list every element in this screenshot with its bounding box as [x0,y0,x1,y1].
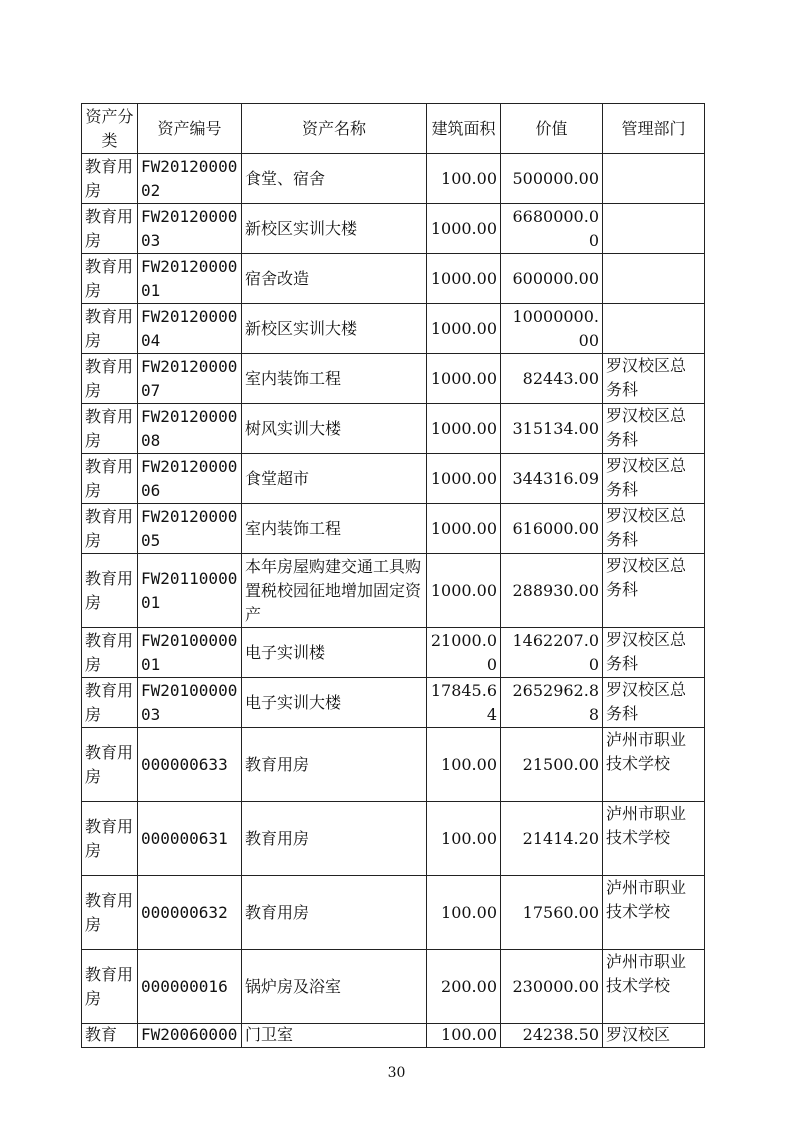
table-row [82,454,705,504]
cell-name: 锅炉房及浴室 [242,950,427,1024]
cell-name: 教育用房 [242,802,427,876]
header-category: 资产分类 [82,104,138,154]
table-row [82,504,705,554]
cell-area: 1000.00 [427,554,501,628]
cell-area: 100.00 [427,802,501,876]
cell-category: 教育用房 [82,204,138,254]
table-row [82,950,705,1024]
cell-name: 室内装饰工程 [242,504,427,554]
cell-dept: 泸州市职业技术学校 [603,950,705,1024]
cell-area: 1000.00 [427,404,501,454]
table-row [82,728,705,802]
cell-value: 17560.00 [501,876,603,950]
cell-dept: 罗汉校区总务科 [603,354,705,404]
header-name: 资产名称 [242,104,427,154]
cell-dept [603,204,705,254]
table-row [82,876,705,950]
cell-name: 新校区实训大楼 [242,304,427,354]
cell-category: 教育 [82,1024,138,1048]
cell-value: 500000.00 [501,154,603,204]
cell-dept: 泸州市职业技术学校 [603,876,705,950]
cell-dept: 罗汉校区总务科 [603,454,705,504]
cell-code: 000000633 [138,728,242,802]
cell-dept: 罗汉校区总务科 [603,404,705,454]
cell-value: 10000000.00 [501,304,603,354]
cell-code: FW2012000005 [138,504,242,554]
cell-name: 新校区实训大楼 [242,204,427,254]
cell-value: 288930.00 [501,554,603,628]
table-row [82,204,705,254]
cell-code: FW2010000001 [138,628,242,678]
table-row [82,678,705,728]
cell-value: 230000.00 [501,950,603,1024]
cell-dept: 泸州市职业技术学校 [603,728,705,802]
asset-table [81,103,705,1048]
cell-category: 教育用房 [82,950,138,1024]
cell-value: 21500.00 [501,728,603,802]
cell-code: 000000631 [138,802,242,876]
cell-name: 本年房屋购建交通工具购置税校园征地增加固定资产 [242,554,427,628]
header-code: 资产编号 [138,104,242,154]
page-number: 30 [387,1065,406,1081]
cell-area: 1000.00 [427,254,501,304]
cell-code: FW2012000002 [138,154,242,204]
cell-value: 6680000.00 [501,204,603,254]
cell-dept [603,254,705,304]
header-value: 价值 [501,104,603,154]
table-row [82,304,705,354]
cell-code: FW2012000006 [138,454,242,504]
cell-code: FW2012000008 [138,404,242,454]
cell-code: FW2012000001 [138,254,242,304]
cell-category: 教育用房 [82,354,138,404]
cell-area: 21000.00 [427,628,501,678]
cell-value: 1462207.00 [501,628,603,678]
header-dept: 管理部门 [603,104,705,154]
cell-dept [603,154,705,204]
cell-code: FW2012000007 [138,354,242,404]
cell-name: 食堂、宿舍 [242,154,427,204]
table-row [82,354,705,404]
cell-category: 教育用房 [82,802,138,876]
cell-area: 1000.00 [427,304,501,354]
cell-value: 82443.00 [501,354,603,404]
cell-category: 教育用房 [82,628,138,678]
cell-area: 100.00 [427,154,501,204]
cell-category: 教育用房 [82,504,138,554]
cell-dept: 罗汉校区总务科 [603,678,705,728]
cell-code: FW2012000004 [138,304,242,354]
cell-dept: 罗汉校区总务科 [603,554,705,628]
cell-name: 电子实训大楼 [242,678,427,728]
cell-area: 100.00 [427,1024,501,1048]
table-body [82,154,705,1048]
cell-name: 门卫室 [242,1024,427,1048]
cell-name: 食堂超市 [242,454,427,504]
cell-code: FW20060000 [138,1024,242,1048]
table-row [82,1024,705,1048]
cell-value: 21414.20 [501,802,603,876]
cell-value: 344316.09 [501,454,603,504]
cell-code: FW2010000003 [138,678,242,728]
cell-category: 教育用房 [82,554,138,628]
cell-area: 200.00 [427,950,501,1024]
cell-category: 教育用房 [82,304,138,354]
header-row [82,104,705,154]
cell-name: 电子实训楼 [242,628,427,678]
cell-name: 教育用房 [242,876,427,950]
cell-category: 教育用房 [82,876,138,950]
cell-code: 000000632 [138,876,242,950]
cell-dept: 泸州市职业技术学校 [603,802,705,876]
cell-area: 1000.00 [427,504,501,554]
cell-name: 室内装饰工程 [242,354,427,404]
table-row [82,404,705,454]
cell-area: 1000.00 [427,354,501,404]
cell-category: 教育用房 [82,678,138,728]
cell-category: 教育用房 [82,404,138,454]
cell-code: 000000016 [138,950,242,1024]
header-area: 建筑面积 [427,104,501,154]
cell-value: 24238.50 [501,1024,603,1048]
table-row [82,254,705,304]
cell-value: 315134.00 [501,404,603,454]
cell-value: 616000.00 [501,504,603,554]
table-row [82,154,705,204]
cell-category: 教育用房 [82,454,138,504]
table-row [82,554,705,628]
cell-value: 2652962.88 [501,678,603,728]
cell-name: 教育用房 [242,728,427,802]
cell-name: 树风实训大楼 [242,404,427,454]
cell-area: 1000.00 [427,204,501,254]
cell-category: 教育用房 [82,728,138,802]
cell-value: 600000.00 [501,254,603,304]
cell-area: 100.00 [427,876,501,950]
cell-dept: 罗汉校区 [603,1024,705,1048]
cell-category: 教育用房 [82,254,138,304]
cell-dept [603,304,705,354]
table-row [82,628,705,678]
cell-area: 1000.00 [427,454,501,504]
table-row [82,802,705,876]
cell-area: 17845.64 [427,678,501,728]
cell-area: 100.00 [427,728,501,802]
cell-dept: 罗汉校区总务科 [603,628,705,678]
cell-dept: 罗汉校区总务科 [603,504,705,554]
cell-category: 教育用房 [82,154,138,204]
cell-code: FW2012000003 [138,204,242,254]
cell-name: 宿舍改造 [242,254,427,304]
cell-code: FW2011000001 [138,554,242,628]
